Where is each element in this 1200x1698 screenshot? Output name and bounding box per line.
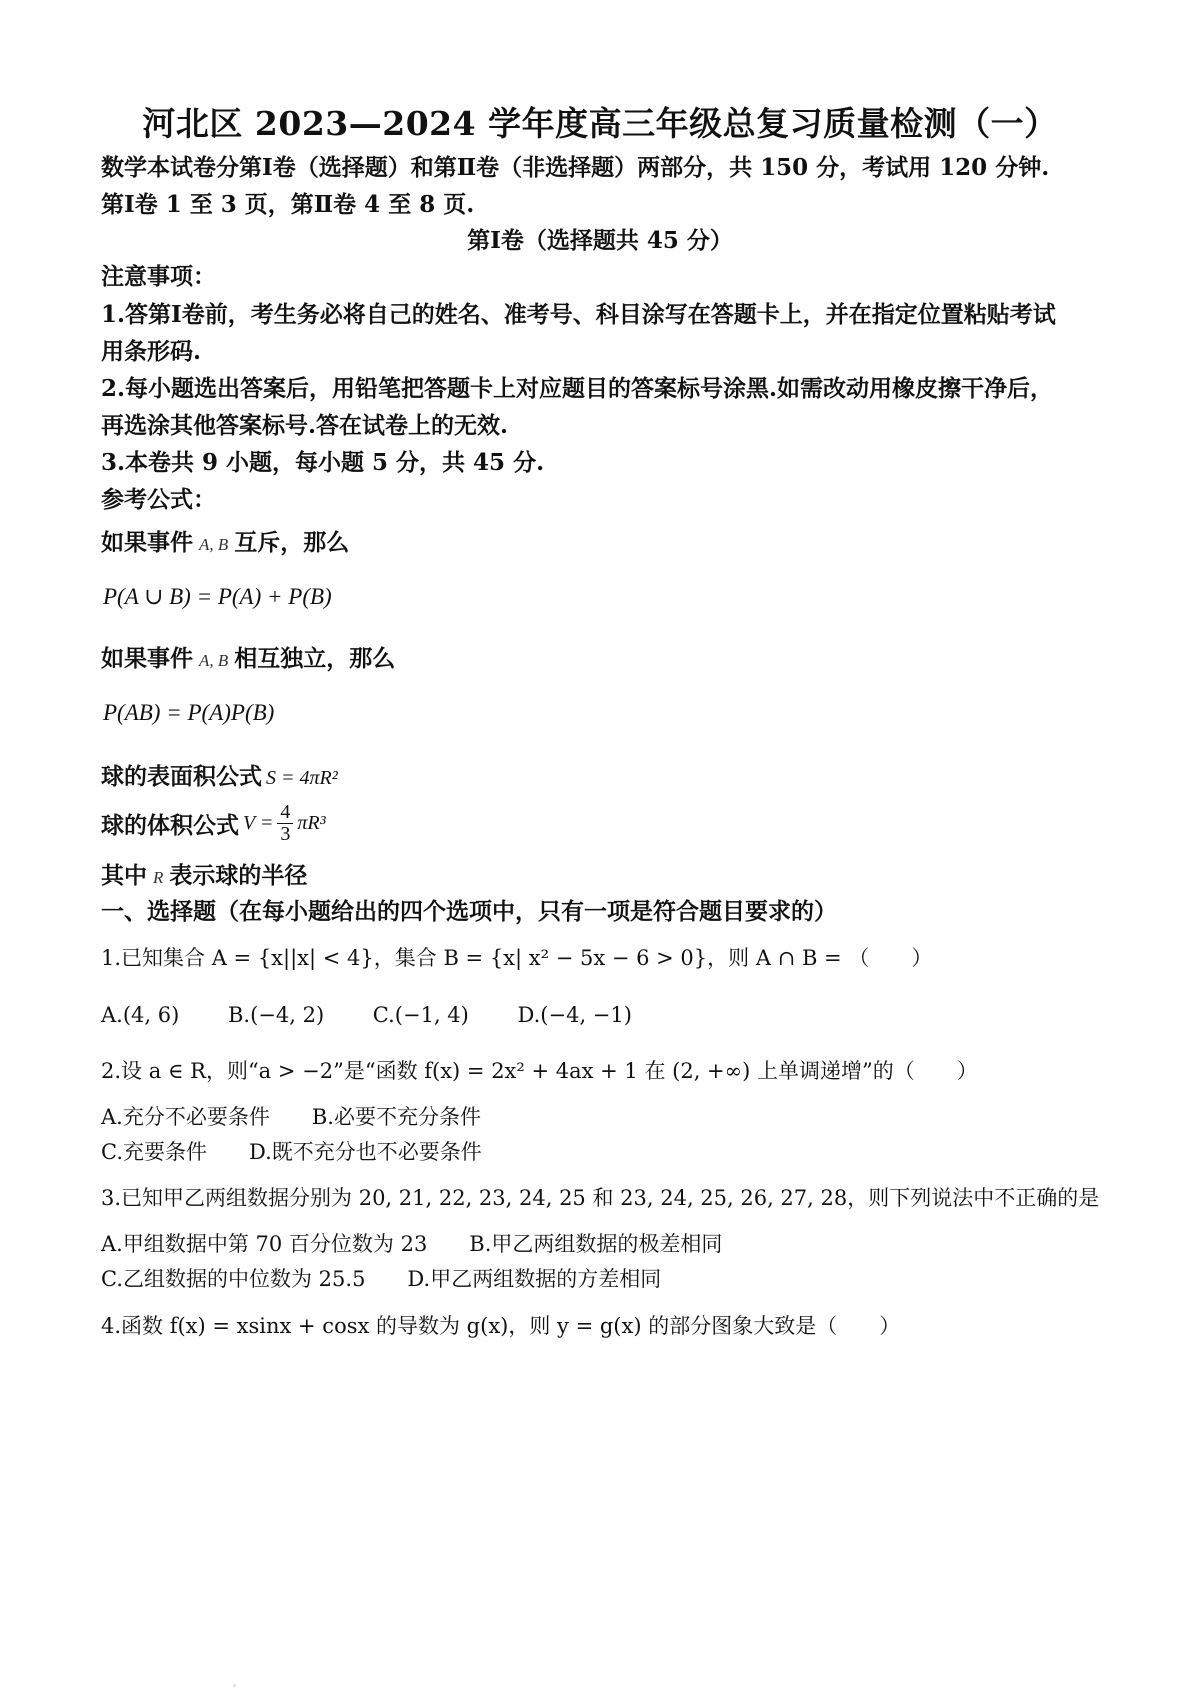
sphere-volume (101, 802, 326, 845)
mutex-post: 互斥，那么 (234, 529, 350, 556)
section-heading: 第Ⅰ卷（选择题共 45 分） (467, 227, 733, 254)
radius-post: 表示球的半径 (169, 862, 308, 889)
note-1a: 1.答第Ⅰ卷前，考生务必将自己的姓名、准考号、科目涂写在答题卡上，并在指定位置粘贴考试 (101, 301, 1056, 328)
mutex-vars: A, B (199, 535, 229, 554)
indep-formula: P(AB) = P(A)P(B) (103, 700, 275, 725)
sphere-area-label: 球的表面积公式 (101, 763, 262, 790)
note-3: 3.本卷共 9 小题，每小题 5 分，共 45 分. (101, 449, 545, 476)
question-1-options: A.(4, 6) B.(−4, 2) C.(−1, 4) D.(−4, −1) (101, 1003, 632, 1027)
question-1-stem: 1.已知集合 A = {x||x| < 4}，集合 B = {x| x² − 5x − 6 > 0}，则 A ∩ B = （ ） (101, 946, 933, 970)
radius-note (101, 857, 307, 890)
question-3-options-1: A.甲组数据中第 70 百分位数为 23 B.甲乙两组数据的极差相同 (101, 1232, 723, 1256)
radius-pre: 其中 (101, 862, 147, 889)
fraction-numerator: 4 (277, 802, 293, 824)
mutex-formula: P(A ∪ B) = P(A) + P(B) (103, 584, 332, 609)
sphere-area (101, 758, 338, 791)
note-2b: 再选涂其他答案标号.答在试卷上的无效. (101, 412, 509, 439)
question-3-stem: 3.已知甲乙两组数据分别为 20, 21, 22, 23, 24, 25 和 23, 24, 25, 26, 27, 28，则下列说法中不正确的是 (101, 1186, 1100, 1210)
sphere-area-formula: S = 4πR² (266, 767, 338, 789)
indep-condition (101, 640, 395, 673)
radius-var: R (153, 868, 164, 887)
exam-title: 河北区 2023—2024 学年度高三年级总复习质量检测（一） (142, 104, 1058, 143)
mutex-pre: 如果事件 (101, 529, 193, 556)
notes-heading: 注意事项： (101, 263, 216, 290)
sphere-volume-lhs: V = (243, 812, 274, 834)
indep-pre: 如果事件 (101, 645, 193, 672)
question-2-options-2: C.充要条件 D.既不充分也不必要条件 (101, 1140, 482, 1164)
indep-post: 相互独立，那么 (234, 645, 396, 672)
question-2-options-1: A.充分不必要条件 B.必要不充分条件 (101, 1105, 481, 1129)
sphere-volume-rhs: πR³ (297, 812, 326, 834)
part-heading: 一、选择题（在每小题给出的四个选项中，只有一项是符合题目要求的） (101, 898, 837, 925)
question-4-stem: 4.函数 f(x) = xsinx + cosx 的导数为 g(x)，则 y = g(x) 的部分图象大致是（ ） (101, 1314, 901, 1338)
question-2-stem: 2.设 a ∈ R，则“a > −2”是“函数 f(x) = 2x² + 4ax + 1 在 (2, +∞) 上单调递增”的（ ） (101, 1059, 978, 1083)
note-1b: 用条形码. (101, 338, 202, 365)
indep-vars: A, B (199, 651, 229, 670)
mutex-condition (101, 524, 349, 557)
scan-speck (233, 1684, 236, 1687)
formulas-heading: 参考公式： (101, 486, 216, 513)
intro-line-1: 数学本试卷分第Ⅰ卷（选择题）和第Ⅱ卷（非选择题）两部分，共 150 分，考试用 120 分钟. (101, 154, 1050, 181)
sphere-volume-fraction (277, 802, 293, 845)
question-3-options-2: C.乙组数据的中位数为 25.5 D.甲乙两组数据的方差相同 (101, 1267, 662, 1291)
fraction-denominator: 3 (280, 823, 291, 845)
sphere-volume-label: 球的体积公式 (101, 812, 239, 839)
note-2a: 2.每小题选出答案后，用铅笔把答题卡上对应题目的答案标号涂黑.如需改动用橡皮擦干净后， (101, 375, 1054, 402)
intro-line-2: 第Ⅰ卷 1 至 3 页，第Ⅱ卷 4 至 8 页. (101, 191, 475, 218)
